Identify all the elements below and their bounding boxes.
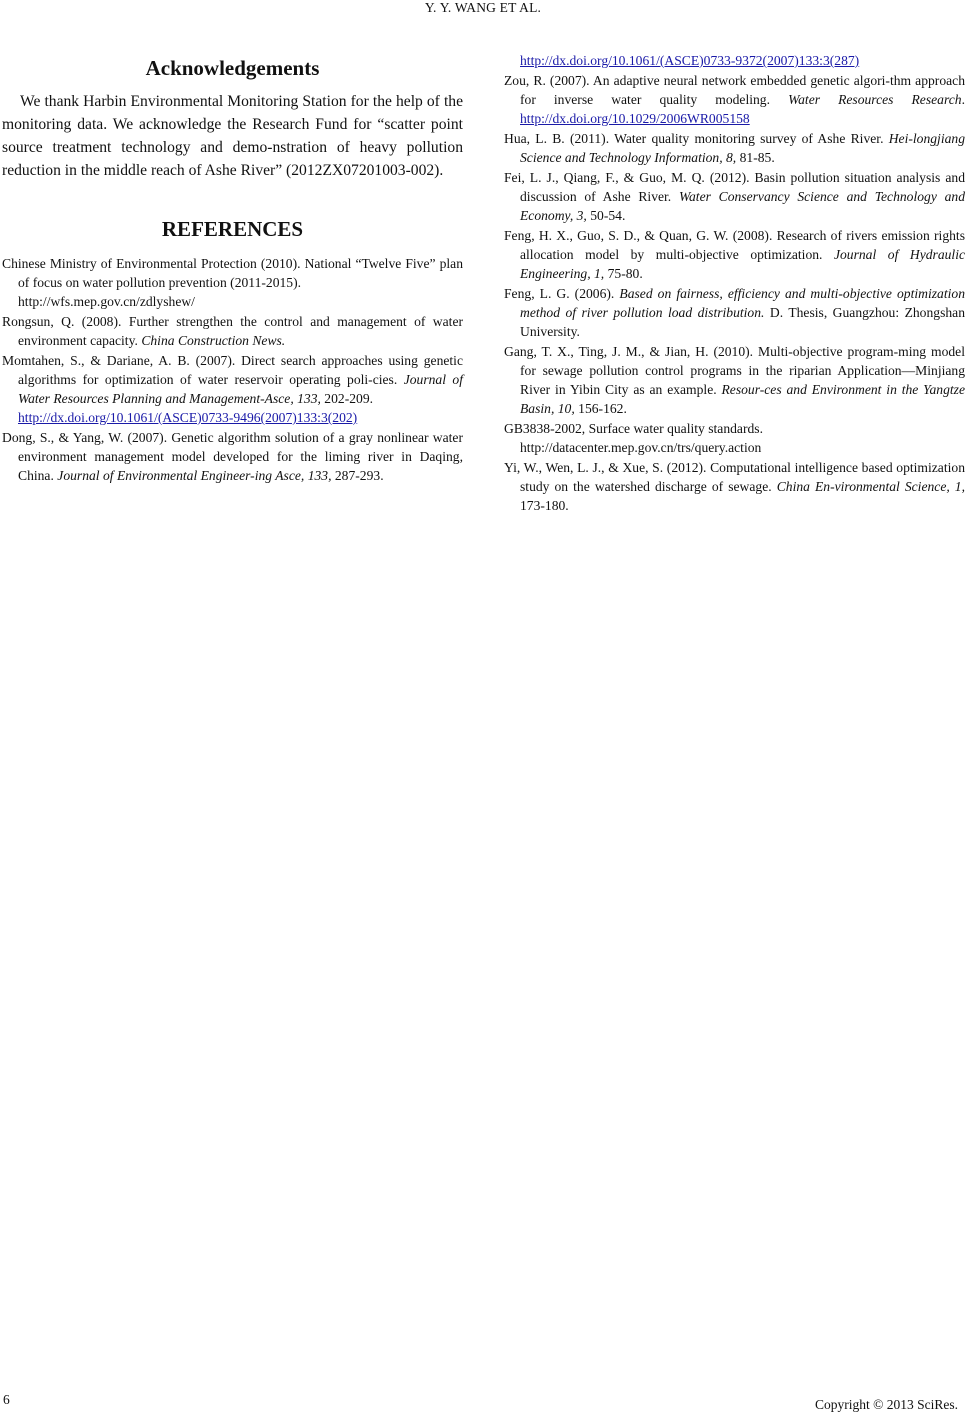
reference-entry <box>504 342 965 418</box>
reference-entry <box>504 168 965 225</box>
reference-entry <box>504 226 965 283</box>
reference-text: Yi, W., Wen, L. J., & Xue, S. (2012). Computational intelligence based optimization study on the watershed discharge of sewage. <box>504 460 965 494</box>
reference-pages: . <box>961 92 965 107</box>
acknowledgements-heading: Acknowledgements <box>145 56 320 80</box>
reference-entry <box>504 284 965 341</box>
reference-text: Dong, S., & Yang, W. (2007). Genetic algorithm solution of a gray nonlinear water environment management model developed for the liming river in Daqing, China. <box>2 430 463 483</box>
reference-journal: Resour-ces and Environment in the Yangtze Basin, 10, <box>520 382 965 416</box>
reference-list-right <box>504 51 965 515</box>
reference-text: Feng, H. X., Guo, S. D., & Quan, G. W. (2008). Research of rivers emission rights allocation model by multi-objective optimization. <box>504 228 965 262</box>
reference-journal: Journal of Environmental Engineer-ing Asce, 133, <box>57 468 332 483</box>
reference-pages: 75-80. <box>604 266 643 281</box>
reference-list-left <box>2 254 463 485</box>
reference-pages: 50-54. <box>586 208 626 223</box>
reference-text: Rongsun, Q. (2008). Further strengthen the control and management of water environment capacity. <box>2 314 463 348</box>
reference-entry <box>504 419 965 457</box>
reference-text: Feng, L. G. (2006). <box>504 286 620 301</box>
reference-journal: Water Resources Research <box>788 92 962 107</box>
reference-text: Chinese Ministry of Environmental Protection (2010). National “Twelve Five” plan of focus on water pollution prevention (2011-2015). <box>2 256 463 290</box>
reference-url: http://wfs.mep.gov.cn/zdlyshew/ <box>18 294 195 309</box>
reference-pages: 202-209. <box>320 391 374 406</box>
right-column <box>504 51 965 516</box>
reference-pages: 81-85. <box>736 150 775 165</box>
reference-text: Momtahen, S., & Dariane, A. B. (2007). Direct search approaches using genetic algorithms for optimization of water reservoir operating poli-cies. <box>2 353 463 387</box>
reference-text: Gang, T. X., Ting, J. M., & Jian, H. (2010). Multi-objective program-ming model for sewage pollution control programs in the riparian Application—Minjiang River in Yibin City as an example. <box>504 344 965 397</box>
reference-entry <box>504 458 965 515</box>
doi-link[interactable]: http://dx.doi.org/10.1061/(ASCE)0733-9496(2007)133:3(202) <box>18 410 358 425</box>
reference-journal: Hei-longjiang Science and Technology Information, 8, <box>520 131 965 165</box>
reference-entry <box>2 351 463 427</box>
reference-journal: Journal of Hydraulic Engineering, 1, <box>520 247 966 281</box>
reference-url: http://datacenter.mep.gov.cn/trs/query.action <box>520 440 762 455</box>
reference-journal: Journal of Water Resources Planning and Management-Asce, 133, <box>18 372 463 406</box>
left-column <box>2 55 463 486</box>
reference-entry <box>504 71 965 128</box>
running-head: Y. Y. WANG ET AL. <box>424 0 542 15</box>
doi-link[interactable]: http://dx.doi.org/10.1029/2006WR005158 <box>520 111 750 126</box>
reference-text: Fei, L. J., Qiang, F., & Guo, M. Q. (2012). Basin pollution situation analysis and discussion of Ashe River. <box>504 170 965 204</box>
reference-pages: 287-293. <box>331 468 384 483</box>
reference-text: GB3838-2002, Surface water quality standards. <box>504 421 763 436</box>
reference-journal: Based on fairness, efficiency and multi-objective optimization method of river pollution load distribution. <box>520 286 965 320</box>
reference-continuation <box>504 51 965 70</box>
reference-pages: 156-162. <box>574 401 627 416</box>
reference-text: Zou, R. (2007). An adaptive neural network embedded genetic algori-thm approach for inverse water quality modeling. <box>504 73 965 107</box>
reference-journal: China En-vironmental Science, 1, <box>776 479 966 494</box>
reference-pages: D. Thesis, Guangzhou: Zhongshan University. <box>520 305 965 339</box>
reference-entry <box>2 312 463 350</box>
doi-link[interactable]: http://dx.doi.org/10.1061/(ASCE)0733-9372(2007)133:3(287) <box>520 53 860 68</box>
reference-entry <box>2 254 463 311</box>
reference-entry <box>504 129 965 167</box>
acknowledgements-body: We thank Harbin Environmental Monitoring Station for the help of the monitoring data. We acknowledge the Research Fund for “scatter point source treatment technology and demo-nstration of heavy pollution reduction in the middle reach of Ashe River” (2012ZX07201003-002). <box>2 93 463 179</box>
reference-journal: Water Conservancy Science and Technology and Economy, 3, <box>520 189 965 223</box>
reference-pages: 173-180. <box>520 498 569 513</box>
references-heading: REFERENCES <box>161 217 304 241</box>
reference-text: Hua, L. B. (2011). Water quality monitoring survey of Ashe River. <box>504 131 889 146</box>
reference-entry <box>2 428 463 485</box>
copyright-notice: Copyright © 2013 SciRes. <box>814 1397 958 1412</box>
reference-journal: China Construction News. <box>141 333 286 348</box>
page-number: 6 <box>3 1392 10 1407</box>
